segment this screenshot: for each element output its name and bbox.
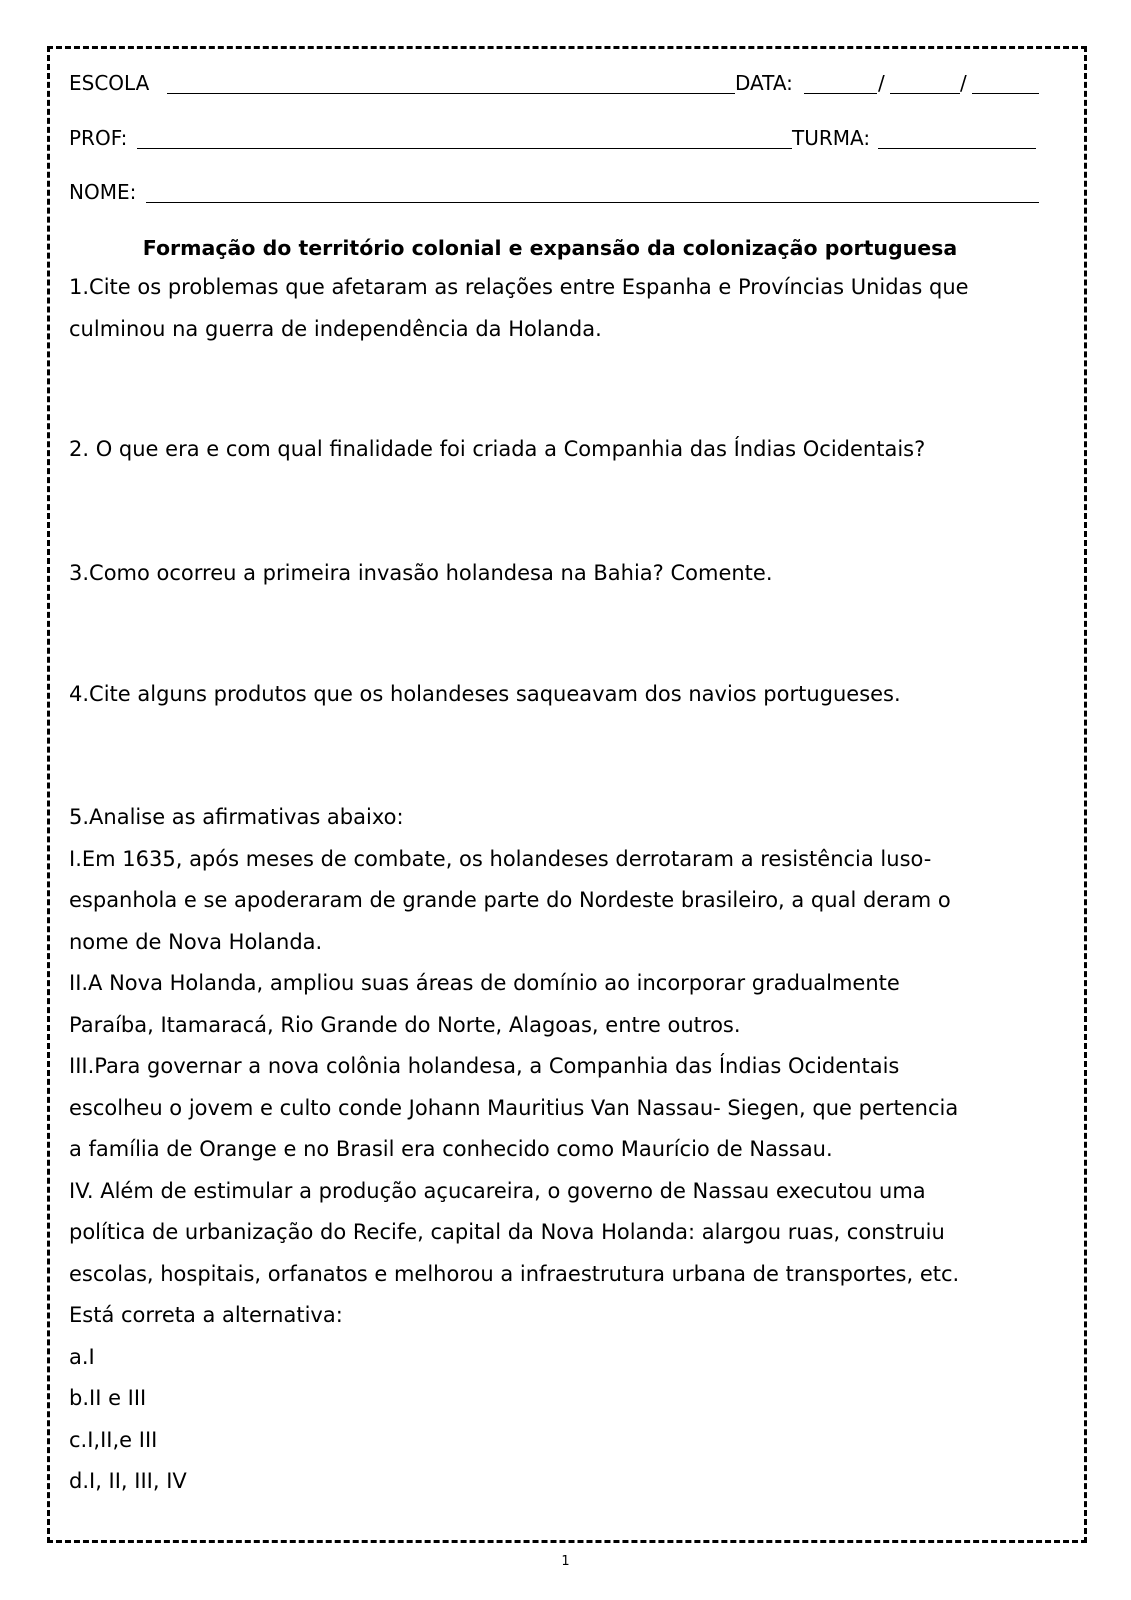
date-separator: /: [960, 71, 967, 95]
turma-field[interactable]: [878, 148, 1036, 149]
date-month-field[interactable]: [890, 93, 960, 94]
statement-line: espanhola e se apoderaram de grande parte do Nordeste brasileiro, a qual deram o: [69, 888, 951, 912]
question-text: 3.Como ocorreu a primeira invasão holandesa na Bahia? Comente.: [69, 561, 773, 585]
statement-line: nome de Nova Holanda.: [69, 929, 323, 954]
header-escola-row: [69, 68, 1039, 98]
header-nome-row: [69, 177, 1039, 207]
question-5: [69, 797, 1069, 1503]
date-separator: /: [878, 71, 885, 95]
statement-line: política de urbanização do Recife, capital da Nova Holanda: alargou ruas, construiu: [69, 1220, 945, 1244]
statement-line: II.A Nova Holanda, ampliou suas áreas de domínio ao incorporar gradualmente: [69, 971, 900, 995]
question-text: 4.Cite alguns produtos que os holandeses saqueavam dos navios portugueses.: [69, 682, 901, 706]
turma-label: TURMA:: [792, 126, 871, 150]
date-year-field[interactable]: [972, 93, 1039, 94]
statement-line: III.Para governar a nova colônia holandesa, a Companhia das Índias Ocidentais: [69, 1054, 900, 1078]
nome-field[interactable]: [146, 202, 1039, 203]
statement-line: escolheu o jovem e culto conde Johann Mauritius Van Nassau- Siegen, que pertencia: [69, 1095, 959, 1120]
data-label: DATA:: [735, 71, 793, 95]
prof-field[interactable]: [137, 148, 792, 149]
page-number: 1: [561, 1554, 570, 1569]
statement-line: Paraíba, Itamaracá, Rio Grande do Norte, Alagoas, entre outros.: [69, 1012, 741, 1037]
answer-option-b: b.II e III: [69, 1386, 147, 1410]
statement-line: I.Em 1635, após meses de combate, os holandeses derrotaram a resistência luso-: [69, 846, 932, 871]
answer-option-a: a.I: [69, 1344, 95, 1369]
answer-option-d: d.I, II, III, IV: [69, 1469, 187, 1493]
question-text: 1.Cite os problemas que afetaram as relações entre Espanha e Províncias Unidas que: [69, 275, 969, 299]
question-text: 2. O que era e com qual finalidade foi criada a Companhia das Índias Ocidentais?: [69, 437, 926, 461]
statement-line: escolas, hospitais, orfanatos e melhorou a infraestrutura urbana de transportes, etc.: [69, 1261, 960, 1286]
statement-line: a família de Orange e no Brasil era conhecido como Maurício de Nassau.: [69, 1137, 833, 1161]
question-intro: 5.Analise as afirmativas abaixo:: [69, 805, 404, 829]
question-text: culminou na guerra de independência da Holanda.: [69, 316, 602, 341]
question-3: [69, 553, 1069, 595]
question-4: [69, 674, 1069, 716]
nome-label: NOME:: [69, 180, 137, 204]
answer-option-c: c.I,II,e III: [69, 1427, 158, 1452]
question-2: [69, 429, 1069, 471]
date-day-field[interactable]: [804, 93, 877, 94]
prof-label: PROF:: [69, 126, 128, 150]
answer-prompt: Está correta a alternativa:: [69, 1303, 343, 1327]
header-prof-row: [69, 123, 1039, 153]
escola-field[interactable]: [167, 93, 735, 94]
statement-line: IV. Além de estimular a produção açucareira, o governo de Nassau executou uma: [69, 1178, 926, 1203]
question-1: [69, 267, 1069, 350]
worksheet-title: Formação do território colonial e expansão da colonização portuguesa: [142, 236, 958, 260]
escola-label: ESCOLA: [69, 71, 150, 95]
